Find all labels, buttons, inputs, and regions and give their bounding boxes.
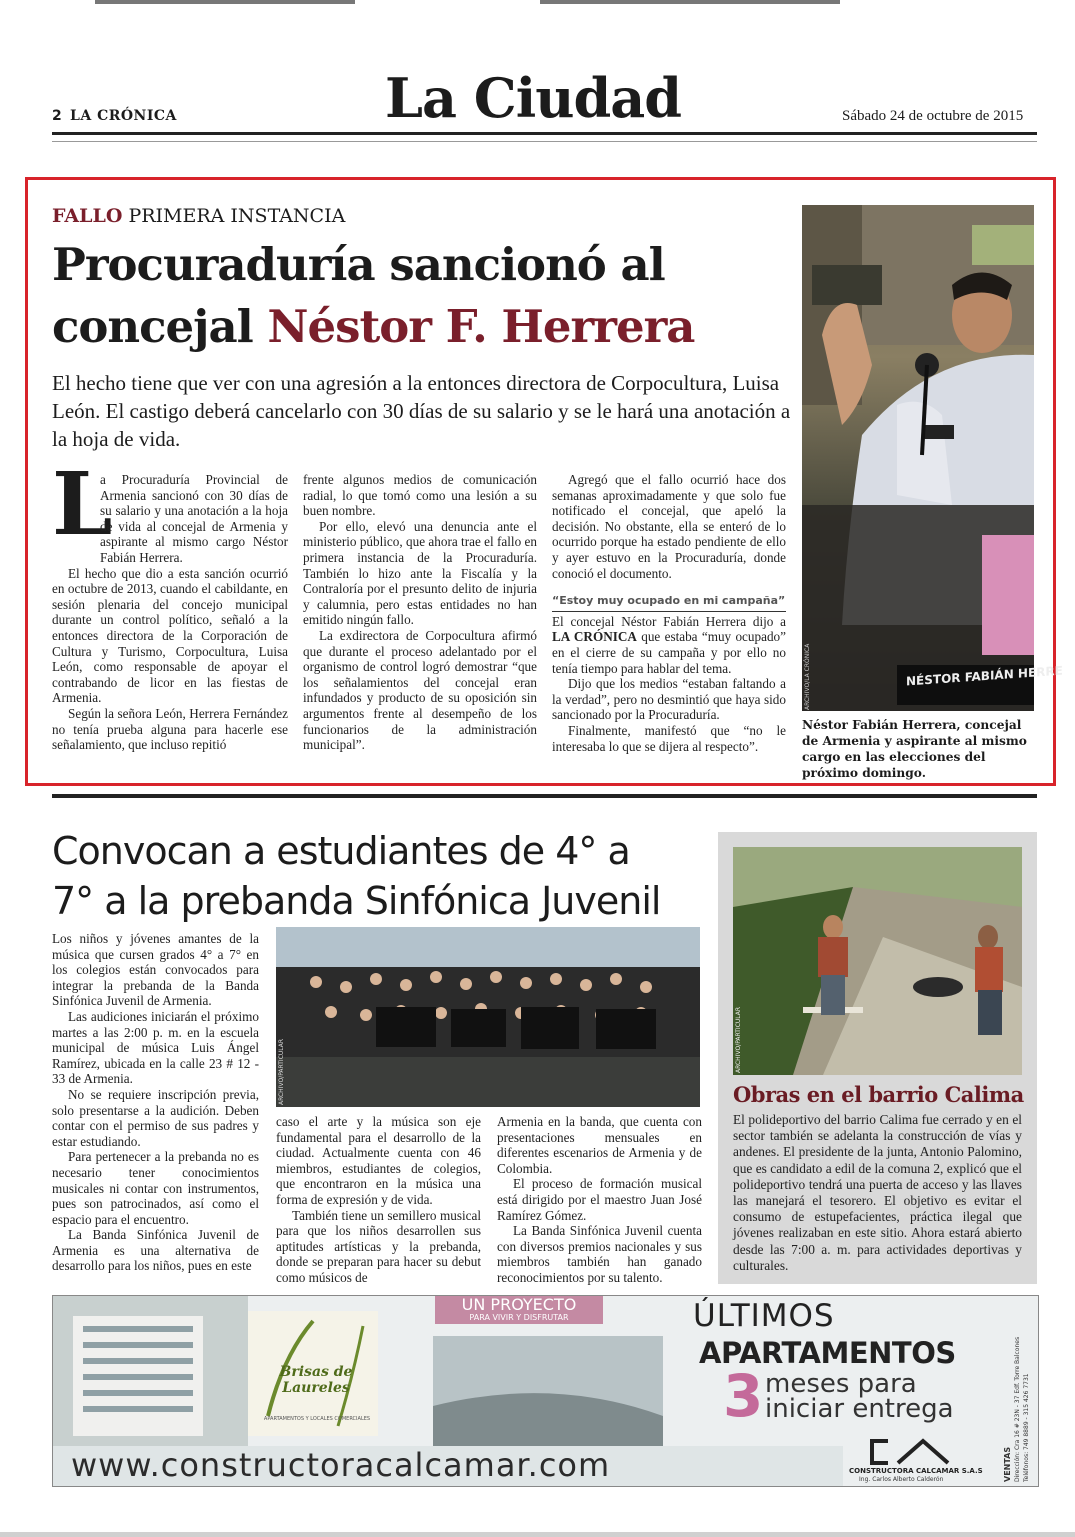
band-photo-image	[276, 927, 700, 1107]
main-col-2	[303, 472, 537, 753]
second-col-1	[52, 931, 259, 1274]
top-clip-edge-2	[540, 0, 840, 4]
works-photo	[733, 847, 1022, 1075]
main-headline-line2: concejal Néstor F. Herrera	[52, 300, 695, 353]
side-brief-body	[733, 1112, 1022, 1274]
ad-number: 3	[723, 1362, 764, 1430]
second-headline-line2: 7° a la prebanda Sinfónica Juvenil	[52, 879, 661, 923]
second-col2-p1: caso el arte y la música son eje fundamental para el desarrollo de la ciudad. Actualmente cuenta con 46 miembros, estudiantes de colegios, que encontraron en la música una forma de expresión y de vida.	[276, 1114, 481, 1207]
main-col-1	[52, 472, 288, 753]
main-col2-p2: Por ello, elevó una denuncia ante el ministerio público, que ahora trae el fallo en primera instancia de la Procuraduría. También lo hizo ante la Fiscalía y la Contraloría por el presunto delito de injuria y calumnia, pero estas entidades no han emitido ningún fallo.	[303, 518, 537, 628]
main-col1-p3: Según la señora León, Herrera Fernández no tenía prueba alguna para hacerle ese señalamiento, que incluso repitió	[52, 705, 288, 753]
main-headline	[52, 234, 694, 358]
second-col3-p3: La Banda Sinfónica Juvenil cuenta con diversos premios nacionales y sus miembros también han ganado reconocimientos por su talento.	[497, 1223, 702, 1285]
paper-name: LA CRÓNICA	[70, 108, 177, 124]
ad-line3: meses para	[765, 1369, 917, 1399]
second-col1-p2: Las audiciones iniciarán el próximo martes a las 2:00 p. m. en la escuela municipal de música Luis Ángel Ramírez, ubicada en la calle 23 # 12 - 33 de Armenia.	[52, 1008, 259, 1087]
page-number: 2	[52, 108, 62, 124]
header-date: Sábado 24 de octubre de 2015	[842, 108, 1024, 124]
ad-box	[52, 1295, 1039, 1487]
main-col3-p4: Finalmente, manifestó que “no le interesaba lo que se dijera al respecto”.	[552, 722, 786, 754]
main-headline-line1: Procuraduría sancionó al	[52, 238, 665, 291]
drop-cap: L	[52, 454, 113, 555]
second-col-2	[276, 1114, 481, 1286]
company-logo-icon	[868, 1439, 958, 1465]
section-title: La Ciudad	[385, 66, 682, 130]
ad-company-sub: Ing. Carlos Alberto Calderón	[859, 1476, 944, 1483]
band-photo	[276, 927, 700, 1107]
second-col3-p1: Armenia en la banda, que cuenta con presentaciones mensuales en diferentes escenarios de Armenia y de Colombia.	[497, 1114, 702, 1176]
main-col1-p2: El hecho que dio a esta sanción ocurrió en octubre de 2013, cuando el cabildante, en sesión plenaria del concejo municipal durante un control político, señaló a la entonces directora de la Corporación de Cultura y Turismo, Corpocultura, Luisa León, como responsable de apoyar el contrabando de licor en las fiestas de Armenia.	[52, 565, 288, 706]
section-divider	[52, 794, 1037, 798]
works-photo-image	[733, 847, 1022, 1075]
main-photo-credit: ARCHIVO/LA CRÓNICA	[804, 643, 811, 710]
main-photo-caption: Néstor Fabián Herrera, concejal de Armenia y aspirante al mismo cargo en las elecciones del próximo domingo.	[802, 718, 1027, 780]
nameplate: NÉSTOR FABIÁN HERRE	[906, 663, 1063, 689]
works-photo-credit: ARCHIVO/PARTICULAR	[735, 1006, 742, 1073]
band-photo-credit: ARCHIVO/PARTICULAR	[278, 1038, 285, 1105]
main-col1-p1: a Procuraduría Provincial de Armenia sancionó con 30 días de su salario y una anotación a la hoja de vida al concejal de Armenia y aspirante al mismo cargo Néstor Fabián Herrera.	[100, 472, 288, 565]
ad-url: www.constructoracalcamar.com	[71, 1446, 611, 1484]
side-brief-text: El polideportivo del barrio Calima fue cerrado y en el sector también se adelanta la construcción de vías y andenes. El presidente de la junta, Antonio Palomino, que es candidato a edil de la comuna 2, explicó que el polideportivo tendrá una puerta de acceso y las llaves las manejará el tesorero. El objetivo es evitar el consumo de estupefacientes, práctica ilegal que jóvenes realizaban en este sitio. Ahora estará abierto desde las 7:00 a. m. para actividades deportivas y culturales.	[733, 1112, 1022, 1273]
main-photo	[802, 205, 1063, 711]
second-col1-p1: Los niños y jóvenes amantes de la música que cursen grados 4° a 7° en los colegios están convocados para integrar la prebanda de la Banda Sinfónica Juvenil de Armenia.	[52, 931, 259, 1009]
ad-line1: ÚLTIMOS	[693, 1298, 835, 1334]
second-col-3	[497, 1114, 702, 1286]
ad-logo-sub: APARTAMENTOS Y LOCALES COMERCIALES	[263, 1416, 371, 1422]
second-col3-p2: El proceso de formación musical está dirigido por el maestro Juan José Ramírez Gómez.	[497, 1176, 702, 1223]
main-col3-p1: Agregó que el fallo ocurrió hace dos semanas aproximadamente y que solo fue notificado el concejal, que apeló la decisión. No obstante, ella se enteró de lo ocurrido porque ha estado pendiente de ello y ayer estuvo en la Procuraduría, donde conoció el documento.	[552, 472, 786, 581]
header-rule	[52, 132, 1037, 135]
main-col2-p3: La exdirectora de Corpocultura afirmó que durante el proceso adelantado por el organismo de control logró demostrar “que los señalamientos del concejal eran infundados y producto de su oposición sin argumentos frente al desempeño de los funcionarios de la administración municipal”.	[303, 627, 537, 753]
ad-line4: iniciar entrega	[765, 1394, 954, 1424]
ad-company: CONSTRUCTORA CALCAMAR S.A.S	[849, 1467, 983, 1475]
kicker-tag: FALLO	[52, 205, 123, 227]
kicker-text: PRIMERA INSTANCIA	[128, 205, 346, 227]
ad-side-title: VENTAS	[1003, 1446, 1012, 1482]
side-brief-headline: Obras en el barrio Calima	[733, 1082, 1024, 1107]
second-col1-p4: Para pertenecer a la prebanda no es necesario tener conocimientos musicales ni contar con instrumentos, pues son patrocinados, así como el espacio para el encuentro.	[52, 1149, 259, 1227]
ad-line2: APARTAMENTOS	[699, 1336, 956, 1370]
main-col-3	[552, 472, 786, 754]
ad-logo-text: Brisas de Laureles	[279, 1364, 353, 1396]
ad-side-l1: Dirección: Cra 16 # 23N - 37 Edf. Torre Balcones	[1014, 1336, 1021, 1482]
second-headline	[52, 826, 660, 926]
main-deck: El hecho tiene que ver con una agresión a la entonces directora de Corpocultura, Luisa León. El castigo deberá cancelarlo con 30 días de su salario y se le hará una anotación a la hoja de vida.	[52, 371, 791, 451]
councilman-photo-image	[802, 205, 1063, 711]
quote-subhead: “Estoy muy ocupado en mi campaña”	[552, 593, 786, 612]
headline-name: Néstor F. Herrera	[267, 300, 695, 353]
second-col1-p3: No se requiere inscripción previa, solo presentarse a la audición. Deben contar con el permiso de sus padres y estar estudiando.	[52, 1086, 259, 1149]
main-col3-p3: Dijo que los medios “estaban faltando a la verdad”, pero no desmintió que haya sido sancionado por la Procuraduría.	[552, 676, 786, 723]
main-col3-p2: El concejal Néstor Fabián Herrera dijo a LA CRÓNICA que estaba “muy ocupado” en el cierre de su campaña y por ello no tenía tiempo para hablar del tema.	[552, 613, 786, 676]
header-rule-thin	[52, 141, 1037, 142]
kicker	[52, 205, 345, 227]
second-headline-line1: Convocan a estudiantes de 4° a	[52, 829, 630, 873]
top-clip-edge	[95, 0, 355, 4]
second-col1-p5: La Banda Sinfónica Juvenil de Armenia es una alternativa de desarrollo para los niños, pues en este	[52, 1227, 259, 1274]
ad-banner: UN PROYECTO PARA VIVIR Y DISFRUTAR	[435, 1296, 603, 1324]
ad-side-l2: Teléfonos: 749 8889 - 315 426 7731	[1023, 1373, 1030, 1482]
bottom-edge	[0, 1532, 1075, 1537]
second-col2-p2: También tiene un semillero musical para que los niños desarrollen sus aptitudes artísticas y la prebanda, donde se preparan para hacer su debut como músicos de	[276, 1207, 481, 1285]
main-col2-p1: frente algunos medios de comunicación radial, lo que tomó como una lesión a su buen nombre.	[303, 472, 537, 519]
